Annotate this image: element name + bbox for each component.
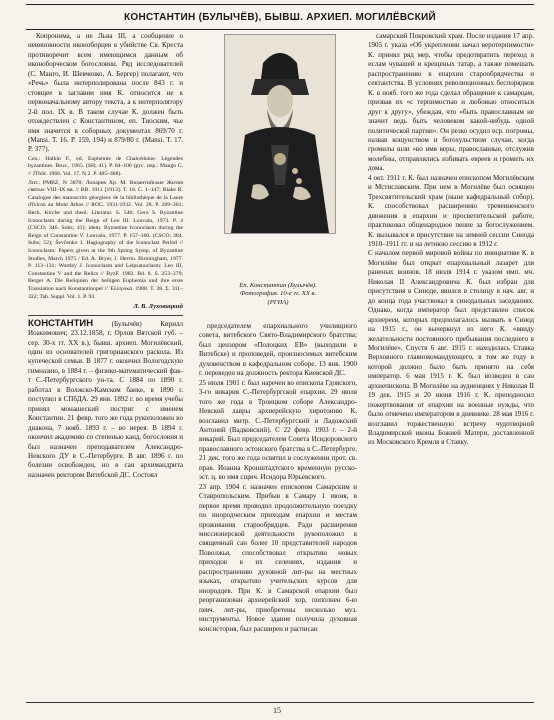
middle-column-text: председателем епархиального училищного совета, витебского Свято-Владимирского братства; был цензором «Полоцких ЕВ» (выходили в Витебске) и проповедей, произносимых витебским духовенством в кафедральном соборе. 13 янв. 1900 г. переведен на должность ректора Киевской ДС. 25 июля 1901 г. был наречен во епископа Гдовского, 3-го викария С.-Петербургской епархии. 29 июля того же года в Троицком соборе Александро-Невской лавры архиерейскую хиротонию К. возглавил митр. С.-Петербургский и Ладожский Антоний (Вадковский). С 22 февр. 1903 г. – 2-й викарий. Был председателем Совета Исидоровского православного эстонского братства в С.-Петербурге. 21 дек. того же года освятил в сослужении прот. св. прав. Иоанна Кронштадтского временную русско-эст. ц. во имя сщмч. Исидора Юрьевского. 23 апр. 1904 г. назначен епископом Самарским и Ставропольским. Прибыв в Самару 1 июня, в первое время проводил продолжительную поездку по инородческим приходам епархии и местам проживания старообрядцев. Ради расширения миссионерской деятельности рукоположил в священный сан более 10 представителей народов Поволжья, способствовал открытию новых приходов в их селениях, издания и распространению духовной лит-ры на местных языках, открытию учительских курсов для инородцев. При К. в Самарской епархии был реорганизован архиерейский хор, пополнен 6-ю певч. лит-ры, приобретены несколько муз. инструменты. Новое здание получила духовная консистория, был расширен и расписан [199, 322, 357, 633]
caption-line-3: (РГИА) [267, 298, 289, 306]
caption-line-2: Фотография. 10-е гг. XX в. [239, 290, 317, 298]
portrait-photo [224, 34, 336, 234]
middle-column [199, 322, 357, 634]
article-body-start: (Булычёв) Кирилл Иоакимович; 23.12.1858, г. Орлов Вятской губ. – сер. 30-х гг. XX в.), бывш. архиеп. Могилёвский, один из основателей григорианского раскола. Из купеческой семьи. В 1877 г. окончил Вологодскую гимназию, в 1884 г. – физико-математический фак-т С.-Петербургского ун-та. С 1884 по 1890 г. работал в Волжско-Камском банке, в 1890 г. поступил в СПбДА. 29 янв. 1892 г. во время учебы принял монашеский постриг с именем Константин. 21 февр. того же года рукоположен во диакона, 7 нояб. 1893 г. – во иерея. В 1894 г. окончил академию со степенью канд. богословия и был назначен преподавателем Александро-Невского ДУ в С.-Петербурге. В авг. 1896 г. по болезни освобожден, но в сан архимандрита назначен ректором Витебской ДС. Состоял [28, 319, 184, 479]
sources-block: Соч.: Halkin F., ed. Euphémie de Chalcédoine: Légendes byzantines. Brux., 1965. (SH; 41). P. 84–106 (рус. пер.: Mango C. // JThSt. 1966. Vol. 17. N 2. P. 485–488). [28, 155, 183, 178]
bishop-portrait-image [225, 35, 335, 233]
article-headword: КОНСТАНТИН [28, 317, 94, 329]
running-header [26, 4, 534, 30]
article-author: Л. В. Луховицкий [133, 303, 183, 311]
left-column [28, 32, 183, 480]
right-column [368, 32, 534, 448]
right-column-text: самарский Покровский храм. После издания 17 апр. 1905 г. указа «Об укреплении начал веротерпимости» К. принял ряд мер, чтобы предотвратить переход в ислам чувашей и крещеных татар, а также помешать распространению в епархии старообрядчества и сектантства. В условиях революционных беспорядков К. в нояб. того же года сделал обращение к самарцам, призвав их «с терпимостью и любовью относиться друг к другу», убеждая, что «быть православным не значит ведь быть человеком какой-нибудь одной политической партии». Он резко осудил еср. погромы, назвав кощунством и богохульством случаи, когда громилы шли «во имя веры, православные, отслужив молебны, отправлялись избивать евреев и громить их дома. 4 окт. 1911 г. К. был назначен епископом Могилёвским и Мстиславским. При нем в Могилёве был освящен Трехсвятительский храм (ныне кафедральный собор). К. способствовал расширению тревеиненского движения в епархии и просветительской работе, практиковал общенародное пение за богослужением. К. вызывался в присутствие на зимней сессии Синода 1910–1911 гг. и на летнюю сессию в 1912 г. С началом первой мировой войны по инициативе К. в Могилёве был открыт епархиальный лазарет для раненых воинов. 18 июля 1914 г. указом имп. мч. Николая II Александровича К. был избран для присутствия в Синоде, явился в столицу в нач. авг. и до конца года участвовал в синодальных заседаниях. Однако, когда император был представлен список архиереев, которых предполагалось вызвать в Синод на 1915 г., он вычеркнул из него К. «ввиду желательности постоянного пребывания последнего в Могилёве». Спустя 6 авг. 1915 г. находилась Ставка Верховного главнокомандующего, в том же году в которой должно было быть принято на себя император. 6 мая 1915 г. К. был возведен в сан архиепископа. В Могилёве на аудиенциях у Николая II 19 дек. 1915 и 20 июня 1916 г. К. преподносил пожертвования от епархии на военные нужды, что было отмечено императором в дневнике. 28 мая 1916 г. возглавил торжественную встречу чудотворной Владимирской иконы Божией Матери, доставленной из Московского Кремля в Ставку. [368, 32, 534, 447]
caption-line-1: Еп. Константин (Булычёв). [239, 282, 317, 289]
article-divider [28, 315, 183, 316]
footer-divider [26, 702, 534, 703]
running-header-title: КОНСТАНТИН (БУЛЫЧЁВ), БЫВШ. АРХИЕП. МОГИЛЁВСКИЙ [124, 11, 436, 23]
page-number: 15 [273, 706, 281, 715]
literature-block: Лит.: PMBZ, N 3878; Лопарев Хр. М. Византийские Жития святых VIII–IX вв. // ВВ. 1911 [1913]. Т. 18. С. 1–147; Blake R. Catalogue des manuscrits géorgiens de la bibliothèque de la Laure d'Iviron au Mont Athos // ROC. 1931/1932. Vol. 28. P. 289–361; Beck. Kirche und theol. Literatur. S. 546; Gero S. Byzantine Iconoclasm during the Reign of Leo III. Louvain, 1973. P. 4 (CSCO; 346. Subs; 41); idem. Byzantine Iconoclasm during the Reign of Constantine V. Louvain, 1977. P. 157–160. (CSCO; 384. Subs; 52); Ševčenko I. Hagiography of the Iconoclast Period // Iconoclasm: Papers given at the 9th Spring Symp. of Byzantine Studies, March 1975 / Ed. A. Bryer, J. Herrin. Birmingham, 1977. P. 113–131; Wortley J. Iconoclasm and Leipsanoclasm: Leo III, Constantine V and the Relics // ByzF. 1982. Bd. 8. S. 253–279; Berger A. Die Reliquien der heiligen Euphemia und ihre erste Translation nach Konstantinopel // Ἑλληνικά. 1988. T. 38. Σ. 311–322; Tab. Suppl. Vol. 1. P. 93. [28, 179, 183, 300]
article-continuation: Копронима, а не Льва III, а сообщение о невиновности иконоборцев в убийстве Св. Креста противоречит всем имеющимся данным об иконоборческом богословии. Ряд исследователей (С. Манго, И. Шевченко, А. Бергер) полагают, что «Речь» была интерполирована после 843 г. и стоящее в заглавии имя К. относится не к первоначальному автору текста, а к интерполятору 2-й пол. IX в. В таком случае К. должен быть отождествлен с Константином, еп. Тиоским, чье имя значится в соборных документах 869/70 г. (Mansi. T. 16. P. 159, 194) и 879/80 г. (Mansi. T. 17. P. 377). [28, 32, 183, 154]
photo-caption [199, 282, 357, 307]
new-article [28, 319, 183, 481]
